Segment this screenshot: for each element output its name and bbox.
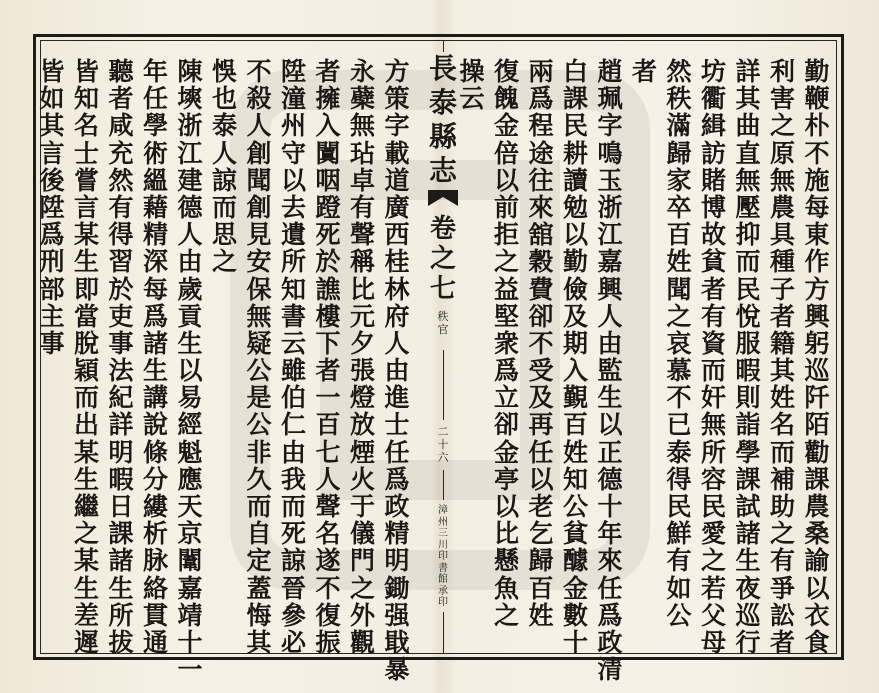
text-column: 坊 衢 緝 訪 賭 博 故 貧 者 有 資 而 奸 無 所 容 民 愛 之 若 父 母 xyxy=(700,57,726,657)
text-column: 者 xyxy=(631,57,657,86)
fold-volume: 卷 之 七 xyxy=(429,214,456,304)
text-column: 白 課 民 耕 讀 勉 以 勤 儉 及 期 入 覲 百 姓 知 公 貧 醵 金 數 十 xyxy=(562,57,588,657)
text-column: 兩 爲 程 途 往 來 舘 穀 費 卻 不 受 及 再 任 以 老 乞 歸 百 姓 xyxy=(528,57,554,630)
text-column: 詳 其 曲 直 無 壓 抑 而 民 悅 服 暇 則 詣 學 課 試 諸 生 夜 巡 行 xyxy=(735,57,761,657)
text-column: 者 擁 入 闐 咽 蹬 死 於 譙 樓 下 者 一 百 七 人 聲 名 遂 不 復 振 xyxy=(315,57,341,657)
text-column: 不 殺 人 創 聞 創 見 安 保 無 疑 公 是 公 非 久 而 自 定 蓋 悔 其 xyxy=(246,57,272,657)
fishtail-mark xyxy=(426,188,460,208)
fold-rule-mid xyxy=(443,350,444,420)
text-column: 悞 也 泰 人 諒 而 思 之 xyxy=(211,57,237,277)
text-column: 皆 知 名 士 嘗 言 某 生 即 當 脫 穎 而 出 某 生 繼 之 某 生 差 遲 xyxy=(73,57,99,657)
text-column: 陞 潼 州 守 以 去 遺 所 知 書 云 雖 伯 仁 由 我 而 死 諒 晉 參 必 xyxy=(280,57,306,657)
text-column: 勤 鞭 朴 不 施 每 東 作 方 興 躬 巡 阡 陌 勸 課 農 桑 諭 以 衣 食 xyxy=(804,57,830,657)
fold-rule-top xyxy=(443,40,444,52)
text-column: 陳 塽 浙 江 建 德 人 由 歲 貢 生 以 易 經 魁 應 天 京 闈 嘉 靖 十 一 xyxy=(177,57,203,685)
text-column: 操 云 xyxy=(459,57,485,114)
text-column: 年 任 學 術 縕 藉 精 深 每 爲 諸 生 講 說 條 分 縷 析 脉 絡 貫 通 xyxy=(142,57,168,657)
fold-rule-lower xyxy=(443,470,444,500)
fold-printer-credit: 漳 州 三 川 印 書 館 承 印 xyxy=(438,505,448,608)
fold-page-number: 二 十 六 xyxy=(437,425,449,464)
text-column: 復 餽 金 倍 以 前 拒 之 益 堅 衆 爲 立 卻 金 亭 以 比 懸 魚 之 xyxy=(493,57,519,630)
fold-book-title: 長 泰 縣 志 xyxy=(428,52,457,187)
fold-section: 秩 官 xyxy=(437,310,449,336)
text-column: 利 害 之 原 無 農 具 種 子 者 籍 其 姓 名 而 補 助 之 有 爭 訟 者 xyxy=(769,57,795,657)
text-column: 皆 如 其 言 後 陞 爲 刑 部 主 事 xyxy=(39,57,65,358)
text-column: 趙 珮 字 鳴 玉 浙 江 嘉 興 人 由 監 生 以 正 德 十 年 來 任 爲 政 清 xyxy=(597,57,623,685)
text-column: 聽 者 咸 充 然 有 得 習 於 吏 事 法 紀 詳 明 暇 日 課 諸 生 所 拔 xyxy=(108,57,134,657)
fold-rule-bottom xyxy=(443,612,444,654)
text-column: 方 策 字 載 道 廣 西 桂 林 府 人 由 進 士 任 爲 政 精 明 鋤 强 戢 暴 xyxy=(384,57,410,685)
text-column: 然 秩 滿 歸 家 卒 百 姓 聞 之 哀 慕 不 已 泰 得 民 鮮 有 如 公 xyxy=(666,57,692,630)
text-column: 永 蘗 無 玷 卓 有 聲 稱 比 元 夕 張 燈 放 煙 火 于 儀 門 之 外 觀 xyxy=(349,57,375,657)
